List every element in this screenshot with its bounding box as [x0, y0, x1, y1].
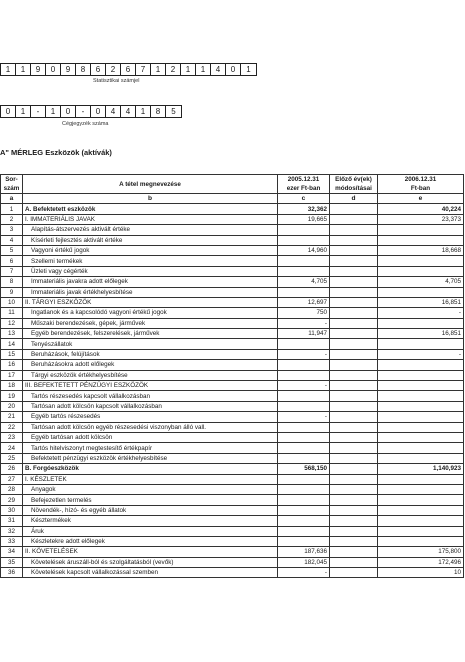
row-mod-value: [330, 204, 378, 214]
row-cur-value: [378, 516, 464, 526]
row-mod-value: [330, 256, 378, 266]
row-label: B. Forgóeszközök: [23, 464, 278, 474]
row-mod-value: [330, 297, 378, 307]
row-cur-value: [378, 360, 464, 370]
table-row: [1, 443, 464, 453]
row-label: Késztermékek: [23, 516, 278, 526]
row-prev-value: [278, 536, 330, 546]
digit-box: 1: [16, 106, 31, 117]
row-cur-value: -: [378, 349, 464, 359]
row-mod-value: [330, 318, 378, 328]
table-row: [1, 287, 464, 297]
table-row: [1, 391, 464, 401]
row-mod-value: [330, 412, 378, 422]
table-row: [1, 464, 464, 474]
row-prev-value: 14,960: [278, 245, 330, 255]
table-row: [1, 277, 464, 287]
row-label: Ingatlanok és a kapcsolódó vagyoni értékű jogok: [23, 308, 278, 318]
row-cur-value: [378, 381, 464, 391]
row-number: 4: [1, 235, 23, 245]
row-label: Követelések áruszáll-ból és szolgáltatásból (vevők): [23, 557, 278, 567]
row-number: 29: [1, 495, 23, 505]
row-cur-value: [378, 339, 464, 349]
row-mod-value: [330, 526, 378, 536]
row-number: 15: [1, 349, 23, 359]
table-row: [1, 422, 464, 432]
digit-box: 1: [151, 64, 166, 75]
row-mod-value: [330, 422, 378, 432]
row-mod-value: [330, 370, 378, 380]
row-prev-value: [278, 266, 330, 276]
digit-box: 9: [31, 64, 46, 75]
row-prev-value: [278, 422, 330, 432]
row-number: 28: [1, 484, 23, 494]
table-row: [1, 245, 464, 255]
row-cur-value: 40,224: [378, 204, 464, 214]
table-row: [1, 412, 464, 422]
table-row: [1, 505, 464, 515]
row-cur-value: [378, 495, 464, 505]
row-number: 35: [1, 557, 23, 567]
row-cur-value: [378, 474, 464, 484]
row-number: 6: [1, 256, 23, 266]
row-prev-value: [278, 235, 330, 245]
row-mod-value: [330, 401, 378, 411]
row-label: II. KÖVETELÉSEK: [23, 547, 278, 557]
table-row: [1, 256, 464, 266]
row-label: Tartósan adott kölcsön kapcsolt vállalkozásban: [23, 401, 278, 411]
row-number: 36: [1, 568, 23, 578]
row-prev-value: [278, 391, 330, 401]
row-prev-value: [278, 526, 330, 536]
letter-e: e: [378, 194, 464, 204]
row-prev-value: -: [278, 568, 330, 578]
row-cur-value: 1,140,923: [378, 464, 464, 474]
row-prev-value: 12,697: [278, 297, 330, 307]
row-mod-value: [330, 214, 378, 224]
row-mod-value: [330, 245, 378, 255]
row-prev-value: 187,636: [278, 547, 330, 557]
row-number: 31: [1, 516, 23, 526]
row-cur-value: 16,851: [378, 297, 464, 307]
digit-box: 1: [16, 64, 31, 75]
row-number: 7: [1, 266, 23, 276]
row-prev-value: [278, 516, 330, 526]
row-label: Beruházások, felújítások: [23, 349, 278, 359]
row-label: Tartós részesedés kapcsolt vállalkozásban: [23, 391, 278, 401]
row-number: 26: [1, 464, 23, 474]
row-mod-value: [330, 432, 378, 442]
row-label: I. KÉSZLETEK: [23, 474, 278, 484]
row-cur-value: [378, 412, 464, 422]
row-cur-value: [378, 256, 464, 266]
table-row: [1, 526, 464, 536]
row-mod-value: [330, 505, 378, 515]
row-label: II. TÁRGYI ESZKÖZÖK: [23, 297, 278, 307]
digit-box: 1: [246, 65, 251, 74]
digit-box: 1: [181, 64, 196, 75]
row-prev-value: [278, 453, 330, 463]
row-prev-value: [278, 360, 330, 370]
digit-box: 4: [106, 106, 121, 117]
row-label: Beruházásokra adott előlegek: [23, 360, 278, 370]
row-prev-value: [278, 432, 330, 442]
row-number: 33: [1, 536, 23, 546]
letters-row: [1, 194, 464, 204]
row-cur-value: [378, 422, 464, 432]
row-label: Immateriális javakra adott előlegek: [23, 277, 278, 287]
row-mod-value: [330, 453, 378, 463]
table-row: [1, 204, 464, 214]
row-mod-value: [330, 391, 378, 401]
table-row: [1, 432, 464, 442]
row-number: 17: [1, 370, 23, 380]
digit-box: 1: [136, 106, 151, 117]
digit-box: 6: [91, 64, 106, 75]
row-label: Immateriális javak értékhelyesbítése: [23, 287, 278, 297]
header-mod: Előző év(ek) módosításai: [330, 175, 378, 194]
digit-box: -: [76, 106, 91, 117]
table-row: [1, 474, 464, 484]
row-cur-value: [378, 235, 464, 245]
row-label: Alapítás-átszervezés aktivált értéke: [23, 225, 278, 235]
row-cur-value: 4,705: [378, 277, 464, 287]
digit-box: 8: [151, 106, 166, 117]
table-row: [1, 547, 464, 557]
row-label: Követelések kapcsolt vállalkozással szemben: [23, 568, 278, 578]
row-label: Egyéb tartós részesedés: [23, 412, 278, 422]
row-label: Növendék-, hízó- és egyéb állatok: [23, 505, 278, 515]
row-prev-value: [278, 495, 330, 505]
row-mod-value: [330, 516, 378, 526]
table-row: [1, 401, 464, 411]
row-prev-value: [278, 370, 330, 380]
digit-box: 1: [1, 64, 16, 75]
row-cur-value: 172,496: [378, 557, 464, 567]
header-cur: 2006.12.31 Ft-ban: [378, 175, 464, 194]
row-label: Tartós hitelviszonyt megtestesítő értékpapír: [23, 443, 278, 453]
row-prev-value: 19,665: [278, 214, 330, 224]
row-label: Üzleti vagy cégérték: [23, 266, 278, 276]
row-prev-value: 568,150: [278, 464, 330, 474]
digit-box: 1: [196, 64, 211, 75]
table-row: [1, 360, 464, 370]
table-row: [1, 297, 464, 307]
row-cur-value: [378, 266, 464, 276]
row-prev-value: [278, 443, 330, 453]
row-number: 21: [1, 412, 23, 422]
row-prev-value: [278, 474, 330, 484]
table-row: [1, 370, 464, 380]
stat-code-caption: Statisztikai számjel: [93, 78, 140, 84]
row-label: Tárgyi eszközök értékhelyesbítése: [23, 370, 278, 380]
row-number: 3: [1, 225, 23, 235]
row-number: 34: [1, 547, 23, 557]
digit-box: -: [31, 106, 46, 117]
row-mod-value: [330, 266, 378, 276]
row-label: Egyéb tartósan adott kölcsön: [23, 432, 278, 442]
row-cur-value: [378, 484, 464, 494]
row-cur-value: [378, 225, 464, 235]
row-label: Vagyoni értékű jogok: [23, 245, 278, 255]
row-mod-value: [330, 329, 378, 339]
table-row: [1, 235, 464, 245]
row-mod-value: [330, 547, 378, 557]
row-cur-value: 18,668: [378, 245, 464, 255]
digit-box: 0: [1, 106, 16, 117]
row-number: 18: [1, 381, 23, 391]
table-row: [1, 339, 464, 349]
row-number: 14: [1, 339, 23, 349]
row-number: 9: [1, 287, 23, 297]
row-number: 19: [1, 391, 23, 401]
table-header-row: [1, 175, 464, 194]
row-label: I. IMMATERIÁLIS JAVAK: [23, 214, 278, 224]
letter-a: a: [1, 194, 23, 204]
row-mod-value: [330, 235, 378, 245]
row-number: 12: [1, 318, 23, 328]
header-prev: 2005.12.31 ezer Ft-ban: [278, 175, 330, 194]
row-cur-value: [378, 287, 464, 297]
row-number: 16: [1, 360, 23, 370]
row-cur-value: [378, 505, 464, 515]
row-label: III. BEFEKTETETT PÉNZÜGYI ESZKÖZÖK: [23, 381, 278, 391]
row-number: 27: [1, 474, 23, 484]
digit-box: 6: [121, 64, 136, 75]
row-prev-value: -: [278, 349, 330, 359]
row-mod-value: [330, 308, 378, 318]
row-mod-value: [330, 349, 378, 359]
row-mod-value: [330, 484, 378, 494]
row-cur-value: [378, 432, 464, 442]
row-number: 2: [1, 214, 23, 224]
row-mod-value: [330, 277, 378, 287]
row-label: Befejezetlen termelés: [23, 495, 278, 505]
row-prev-value: 32,362: [278, 204, 330, 214]
row-label: Műszaki berendezések, gépek, járművek: [23, 318, 278, 328]
row-prev-value: -: [278, 381, 330, 391]
row-number: 32: [1, 526, 23, 536]
digit-box: 5: [171, 107, 176, 116]
row-label: A. Befektetett eszközök: [23, 204, 278, 214]
row-number: 23: [1, 432, 23, 442]
row-number: 30: [1, 505, 23, 515]
row-mod-value: [330, 568, 378, 578]
row-number: 13: [1, 329, 23, 339]
digit-box: 2: [166, 64, 181, 75]
digit-box: 9: [61, 64, 76, 75]
digit-box: 0: [46, 64, 61, 75]
row-label: Anyagok: [23, 484, 278, 494]
table-row: [1, 484, 464, 494]
row-mod-value: [330, 287, 378, 297]
table-row: [1, 318, 464, 328]
table-row: [1, 381, 464, 391]
row-mod-value: [330, 464, 378, 474]
row-prev-value: [278, 339, 330, 349]
letter-c: c: [278, 194, 330, 204]
row-prev-value: [278, 505, 330, 515]
row-mod-value: [330, 443, 378, 453]
table-row: [1, 557, 464, 567]
table-row: [1, 568, 464, 578]
table-row: [1, 329, 464, 339]
header-sor: Sor- szám: [1, 175, 23, 194]
row-label: Befektetett pénzügyi eszközök értékhelyesbítése: [23, 453, 278, 463]
row-label: Kísérleti fejlesztés aktivált értéke: [23, 235, 278, 245]
row-prev-value: -: [278, 412, 330, 422]
row-cur-value: [378, 391, 464, 401]
row-mod-value: [330, 339, 378, 349]
row-cur-value: [378, 453, 464, 463]
row-number: 22: [1, 422, 23, 432]
row-mod-value: [330, 474, 378, 484]
stat-code-boxes: [0, 63, 257, 76]
table-row: [1, 536, 464, 546]
row-label: Tartósan adott kölcsön egyéb részesedési viszonyban álló vall.: [23, 422, 278, 432]
row-mod-value: [330, 360, 378, 370]
row-prev-value: [278, 225, 330, 235]
digit-box: 7: [136, 64, 151, 75]
digit-box: 4: [211, 64, 226, 75]
digit-box: 0: [91, 106, 106, 117]
row-number: 25: [1, 453, 23, 463]
row-label: Tenyészállatok: [23, 339, 278, 349]
row-cur-value: [378, 401, 464, 411]
row-label: Egyéb berendezések, felszerelések, járművek: [23, 329, 278, 339]
row-cur-value: -: [378, 308, 464, 318]
digit-box: 0: [226, 64, 241, 75]
row-prev-value: [278, 287, 330, 297]
row-prev-value: 4,705: [278, 277, 330, 287]
digit-box: 8: [76, 64, 91, 75]
row-cur-value: [378, 370, 464, 380]
row-cur-value: [378, 443, 464, 453]
company-code-boxes: [0, 105, 182, 118]
row-mod-value: [330, 225, 378, 235]
balance-sheet-title: A" MÉRLEG Eszközök (aktívák): [0, 148, 112, 157]
row-prev-value: [278, 484, 330, 494]
row-cur-value: 175,800: [378, 547, 464, 557]
row-number: 8: [1, 277, 23, 287]
table-row: [1, 225, 464, 235]
row-mod-value: [330, 381, 378, 391]
row-prev-value: 182,045: [278, 557, 330, 567]
table-row: [1, 266, 464, 276]
table-row: [1, 214, 464, 224]
row-number: 1: [1, 204, 23, 214]
table-row: [1, 495, 464, 505]
header-item: A tétel megnevezése: [23, 175, 278, 194]
row-cur-value: 23,373: [378, 214, 464, 224]
row-prev-value: 11,947: [278, 329, 330, 339]
row-number: 10: [1, 297, 23, 307]
letter-b: b: [23, 194, 278, 204]
row-number: 5: [1, 245, 23, 255]
row-cur-value: [378, 318, 464, 328]
digit-box: 0: [61, 106, 76, 117]
letter-d: d: [330, 194, 378, 204]
row-prev-value: [278, 256, 330, 266]
row-label: Készletekre adott előlegek: [23, 536, 278, 546]
table-row: [1, 516, 464, 526]
row-cur-value: [378, 536, 464, 546]
row-mod-value: [330, 495, 378, 505]
table-row: [1, 453, 464, 463]
row-prev-value: 750: [278, 308, 330, 318]
digit-box: 1: [46, 106, 61, 117]
row-cur-value: 16,851: [378, 329, 464, 339]
row-number: 11: [1, 308, 23, 318]
row-prev-value: -: [278, 318, 330, 328]
table-row: [1, 349, 464, 359]
digit-box: 4: [121, 106, 136, 117]
assets-table: [0, 174, 464, 578]
row-cur-value: 10: [378, 568, 464, 578]
row-cur-value: [378, 526, 464, 536]
row-mod-value: [330, 536, 378, 546]
row-label: Szellemi termékek: [23, 256, 278, 266]
row-prev-value: [278, 401, 330, 411]
row-number: 24: [1, 443, 23, 453]
row-label: Áruk: [23, 526, 278, 536]
row-number: 20: [1, 401, 23, 411]
table-row: [1, 308, 464, 318]
digit-box: 2: [106, 64, 121, 75]
row-mod-value: [330, 557, 378, 567]
company-code-caption: Cégjegyzék száma: [62, 121, 109, 127]
